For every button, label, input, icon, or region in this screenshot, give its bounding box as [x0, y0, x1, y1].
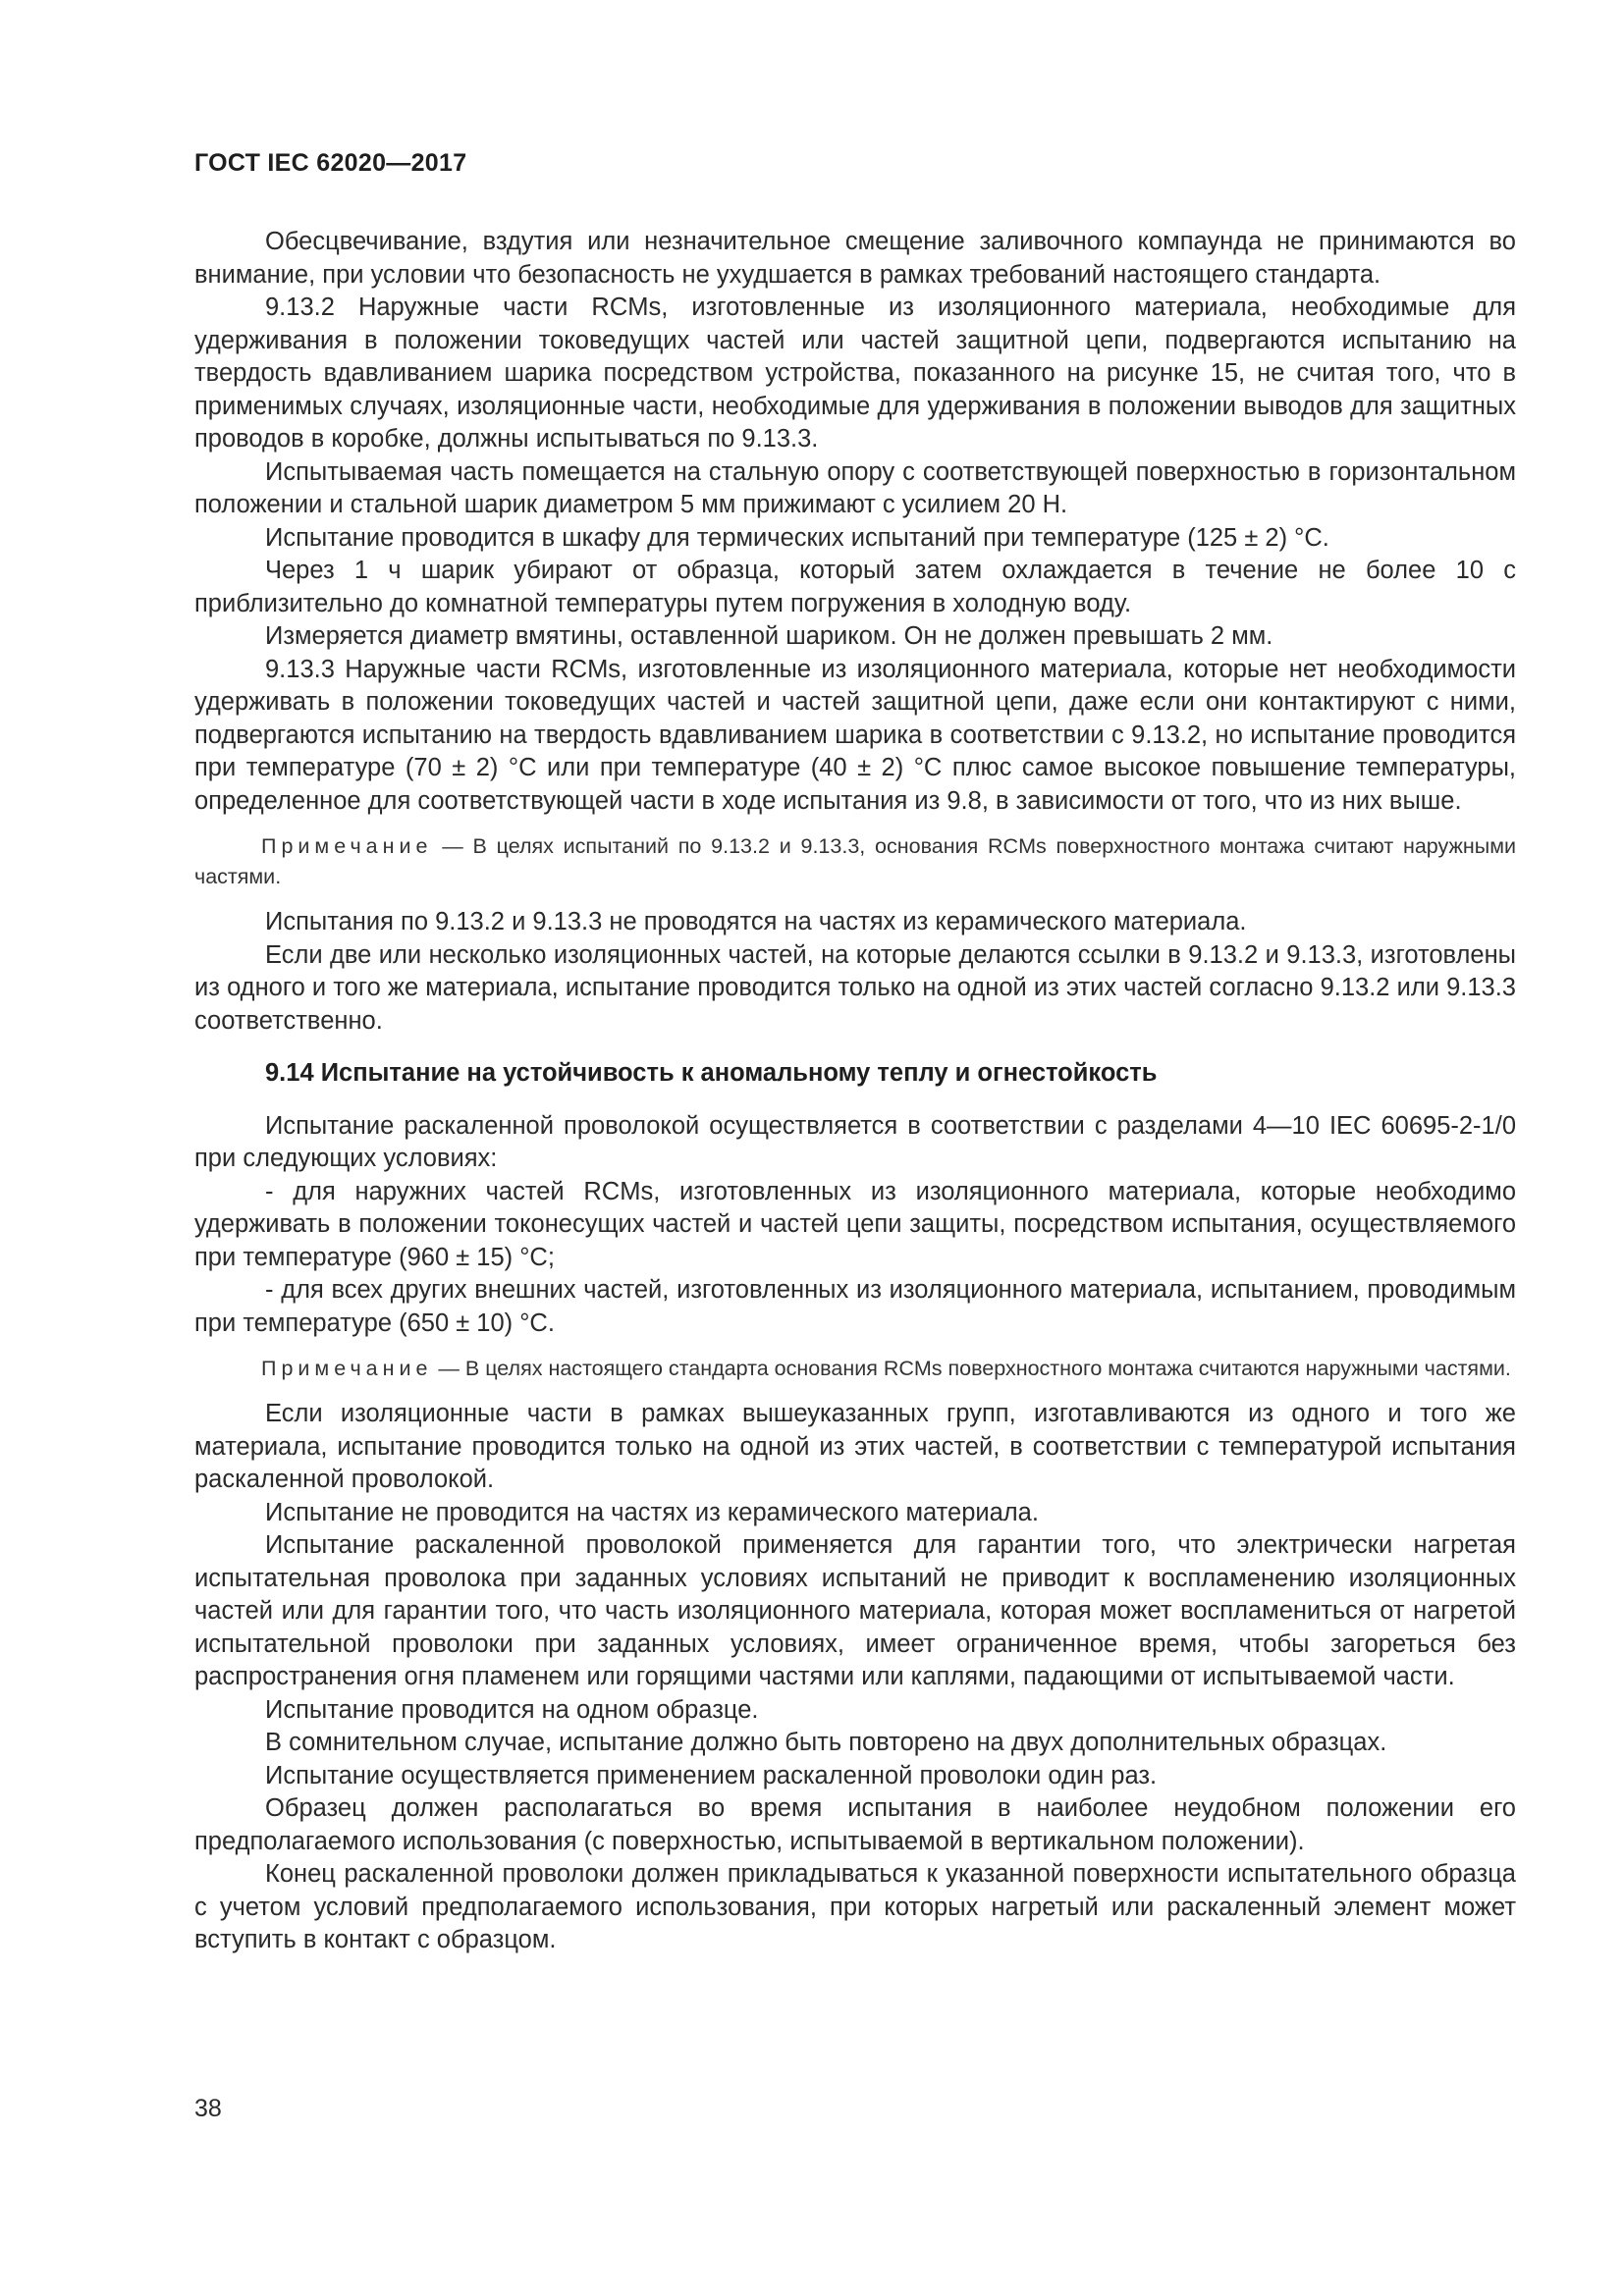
- paragraph: Образец должен располагаться во время испытания в наиболее неудобном положении его предполагаемого использования (с поверхностью, испытываемой в вертикальном положении).: [194, 1794, 1516, 1855]
- document-body: [194, 226, 1516, 1957]
- section-heading: 9.14 Испытание на устойчивость к аномальному теплу и огнестойкость: [265, 1059, 1158, 1087]
- note: [194, 1354, 1516, 1384]
- paragraph: - для наружних частей RCMs, изготовленных из изоляционного материала, которые необходимо удерживать в положении токонесущих частей и частей цепи защиты, посредством испытания, осуществляемого при температуре (960 ± 15) °С;: [194, 1177, 1516, 1271]
- paragraph: Испытание проводится в шкафу для термических испытаний при температуре (125 ± 2) °С.: [265, 523, 1329, 552]
- paragraph: Испытание раскаленной проволокой осуществляется в соответствии с разделами 4—10 IEC 60695-2-1/0 при следующих условиях:: [194, 1111, 1516, 1172]
- paragraph: Через 1 ч шарик убирают от образца, который затем охлаждается в течение не более 10 с приблизительно до комнатной температуры путем погружения в холодную воду.: [194, 557, 1516, 617]
- note-label: Примечание: [261, 1357, 433, 1380]
- paragraph: 9.13.3 Наружные части RCMs, изготовленные из изоляционного материала, которые нет необходимости удерживать в положении токоведущих частей и частей защитной цепи, даже если они контактируют с ними, подвергаются испытанию на твердость вдавливанием шарика в соответствии с 9.13.2, но испытание проводится при температуре (70 ± 2) °С или при температуре (40 ± 2) °С плюс самое высокое повышение температуры, определенное для соответствующей части в ходе испытания из 9.8, в зависимости от того, что из них выше.: [194, 655, 1516, 815]
- paragraph: Испытание осуществляется применением раскаленной проволоки один раз.: [265, 1761, 1158, 1789]
- page-number: 38: [194, 2095, 222, 2122]
- paragraph: Испытания по 9.13.2 и 9.13.3 не проводятся на частях из керамического материала.: [265, 908, 1247, 935]
- paragraph: Испытание проводится на одном образце.: [265, 1695, 759, 1724]
- note-text: — В целях настоящего стандарта основания RCMs поверхностного монтажа считаются наружными частями.: [432, 1357, 1511, 1380]
- paragraph: Испытываемая часть помещается на стальную опору с соответствующей поверхностью в горизонтальном положении и стальной шарик диаметром 5 мм прижимают с усилием 20 Н.: [194, 457, 1516, 518]
- paragraph: Если изоляционные части в рамках вышеуказанных групп, изготавливаются из одного и того же материала, испытание проводится только на одной из этих частей, в соответствии с температурой испытания раскаленной проволокой.: [194, 1400, 1516, 1493]
- paragraph: Испытание не проводится на частях из керамического материала.: [265, 1498, 1039, 1526]
- document-header: ГОСТ IEC 62020—2017: [194, 149, 467, 177]
- paragraph: Испытание раскаленной проволокой применяется для гарантии того, что электрически нагретая испытательная проволока при заданных условиях испытаний не приводит к воспламенению изоляционных частей или для гарантии того, что часть изоляционного материала, которая может воспламениться от нагретой испытательной проволоки при заданных условиях, имеет ограниченное время, чтобы загореться без распространения огня пламенем или горящими частями или каплями, падающими от испытываемой части.: [194, 1531, 1516, 1690]
- note-label: Примечание: [261, 834, 433, 858]
- paragraph: Если две или несколько изоляционных частей, на которые делаются ссылки в 9.13.2 и 9.13.3, изготовлены из одного и того же материала, испытание проводится только на одной из этих частей согласно 9.13.2 или 9.13.3 соответственно.: [194, 940, 1516, 1035]
- note: [194, 831, 1516, 892]
- paragraph: Измеряется диаметр вмятины, оставленной шариком. Он не должен превышать 2 мм.: [265, 622, 1273, 650]
- note-text: — В целях испытаний по 9.13.2 и 9.13.3, основания RCMs поверхностного монтажа считают наружными частями.: [194, 834, 1516, 888]
- paragraph: - для всех других внешних частей, изготовленных из изоляционного материала, испытанием, проводимым при температуре (650 ± 10) °С.: [194, 1276, 1516, 1337]
- paragraph: Обесцвечивание, вздутия или незначительное смещение заливочного компаунда не принимаются во внимание, при условии что безопасность не ухудшается в рамках требований настоящего стандарта.: [194, 228, 1516, 289]
- paragraph: Конец раскаленной проволоки должен прикладываться к указанной поверхности испытательного образца с учетом условий предполагаемого использования, при которых нагретый или раскаленный элемент может вступить в контакт с образцом.: [194, 1860, 1516, 1953]
- paragraph: В сомнительном случае, испытание должно быть повторено на двух дополнительных образцах.: [265, 1729, 1387, 1756]
- paragraph: 9.13.2 Наружные части RCMs, изготовленные из изоляционного материала, необходимые для удерживания в положении токоведущих частей или частей защитной цепи, подвергаются испытанию на твердость вдавливанием шарика посредством устройства, показанного на рисунке 15, не считая того, что в применимых случаях, изоляционные части, необходимые для удерживания в положении выводов для защитных проводов в коробке, должны испытываться по 9.13.3.: [194, 294, 1516, 453]
